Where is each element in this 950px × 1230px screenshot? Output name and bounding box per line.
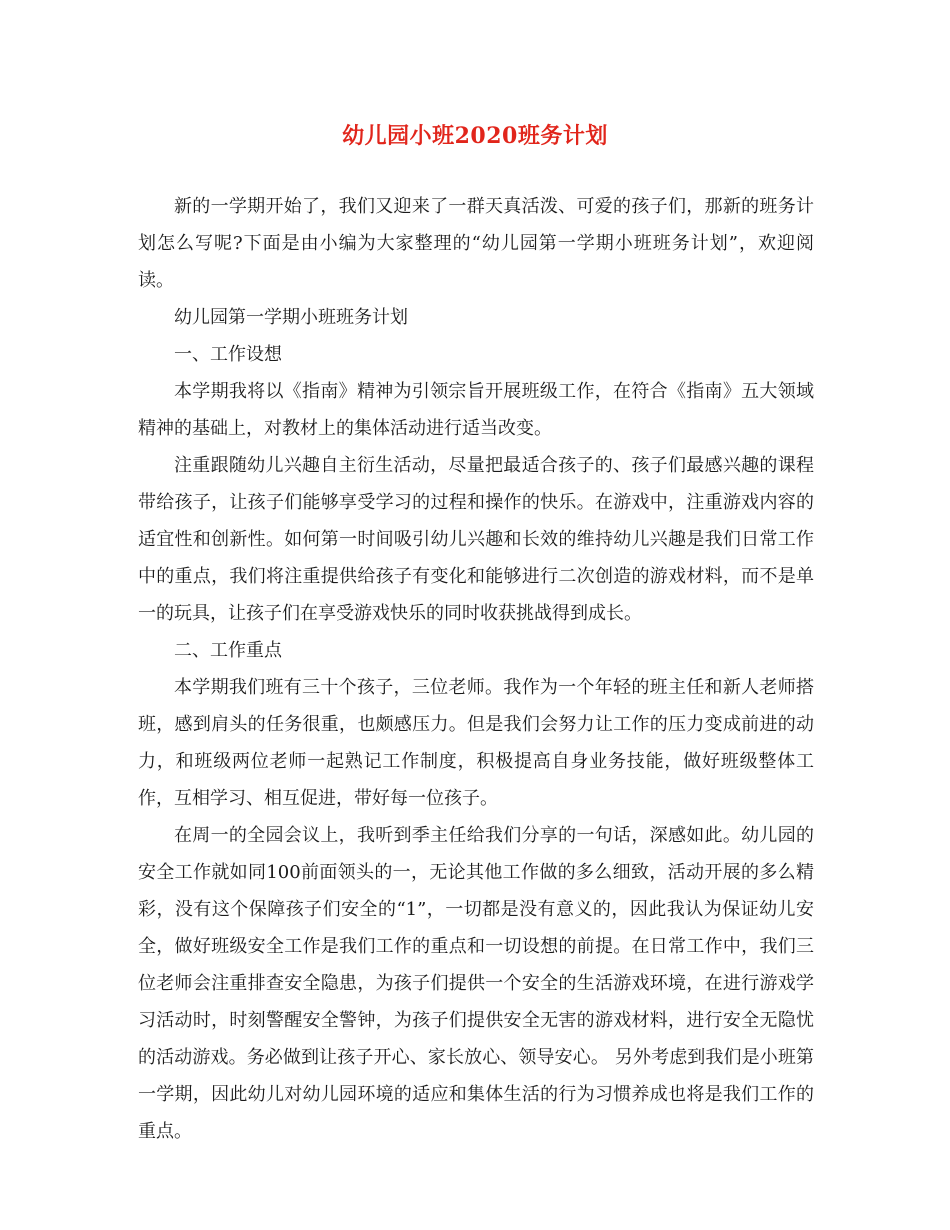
section-heading-work-focus: 二、工作重点 [174, 640, 282, 661]
paragraph-safety: 在周一的全园会议上，我听到季主任给我们分享的一句话，深感如此。幼儿园的安全工作就如同100前面领头的一，无论其他工作做的多么细致，活动开展的多么精彩，没有这个保障孩子们安全的“1”，一切都是没有意义的，因此我认为保证幼儿安全，做好班级安全工作是我们工作的重点和一切设想的前提。在日常工作中，我们三位老师会注重排查安全隐患，为孩子们提供一个安全的生活游戏环境，在进行游戏学习活动时，时刻警醒安全警钟，为孩子们提供安全无害的游戏材料，进行安全无隐忧的活动游戏。务必做到让孩子开心、家长放心、领导安心。 另外考虑到我们是小班第一学期，因此幼儿对幼儿园环境的适应和集体生活的行为习惯养成也将是我们工作的重点。 [138, 825, 814, 1142]
paragraph-guideline: 本学期我将以《指南》精神为引领宗旨开展班级工作，在符合《指南》五大领域精神的基础上，对教材上的集体活动进行适当改变。 [138, 381, 814, 439]
paragraph-class-staff: 本学期我们班有三十个孩子，三位老师。我作为一个年轻的班主任和新人老师搭班，感到肩头的任务很重，也颇感压力。但是我们会努力让工作的压力变成前进的动力，和班级两位老师一起熟记工作制度，积极提高自身业务技能，做好班级整体工作，互相学习、相互促进，带好每一位孩子。 [138, 677, 814, 809]
intro-paragraph: 新的一学期开始了，我们又迎来了一群天真活泼、可爱的孩子们，那新的班务计划怎么写呢?下面是由小编为大家整理的“幼儿园第一学期小班班务计划”，欢迎阅读。 [138, 196, 814, 291]
document-body [138, 188, 814, 1150]
document-title: 幼儿园小班2020班务计划 [342, 123, 608, 149]
paragraph-interest-activities: 注重跟随幼儿兴趣自主衍生活动，尽量把最适合孩子的、孩子们最感兴趣的课程带给孩子，让孩子们能够享受学习的过程和操作的快乐。在游戏中，注重游戏内容的适宜性和创新性。如何第一时间吸引幼儿兴趣和长效的维持幼儿兴趣是我们日常工作中的重点，我们将注重提供给孩子有变化和能够进行二次创造的游戏材料，而不是单一的玩具，让孩子们在享受游戏快乐的同时收获挑战得到成长。 [138, 455, 814, 624]
plan-heading: 幼儿园第一学期小班班务计划 [174, 307, 408, 328]
section-heading-work-ideas: 一、工作设想 [174, 344, 282, 365]
